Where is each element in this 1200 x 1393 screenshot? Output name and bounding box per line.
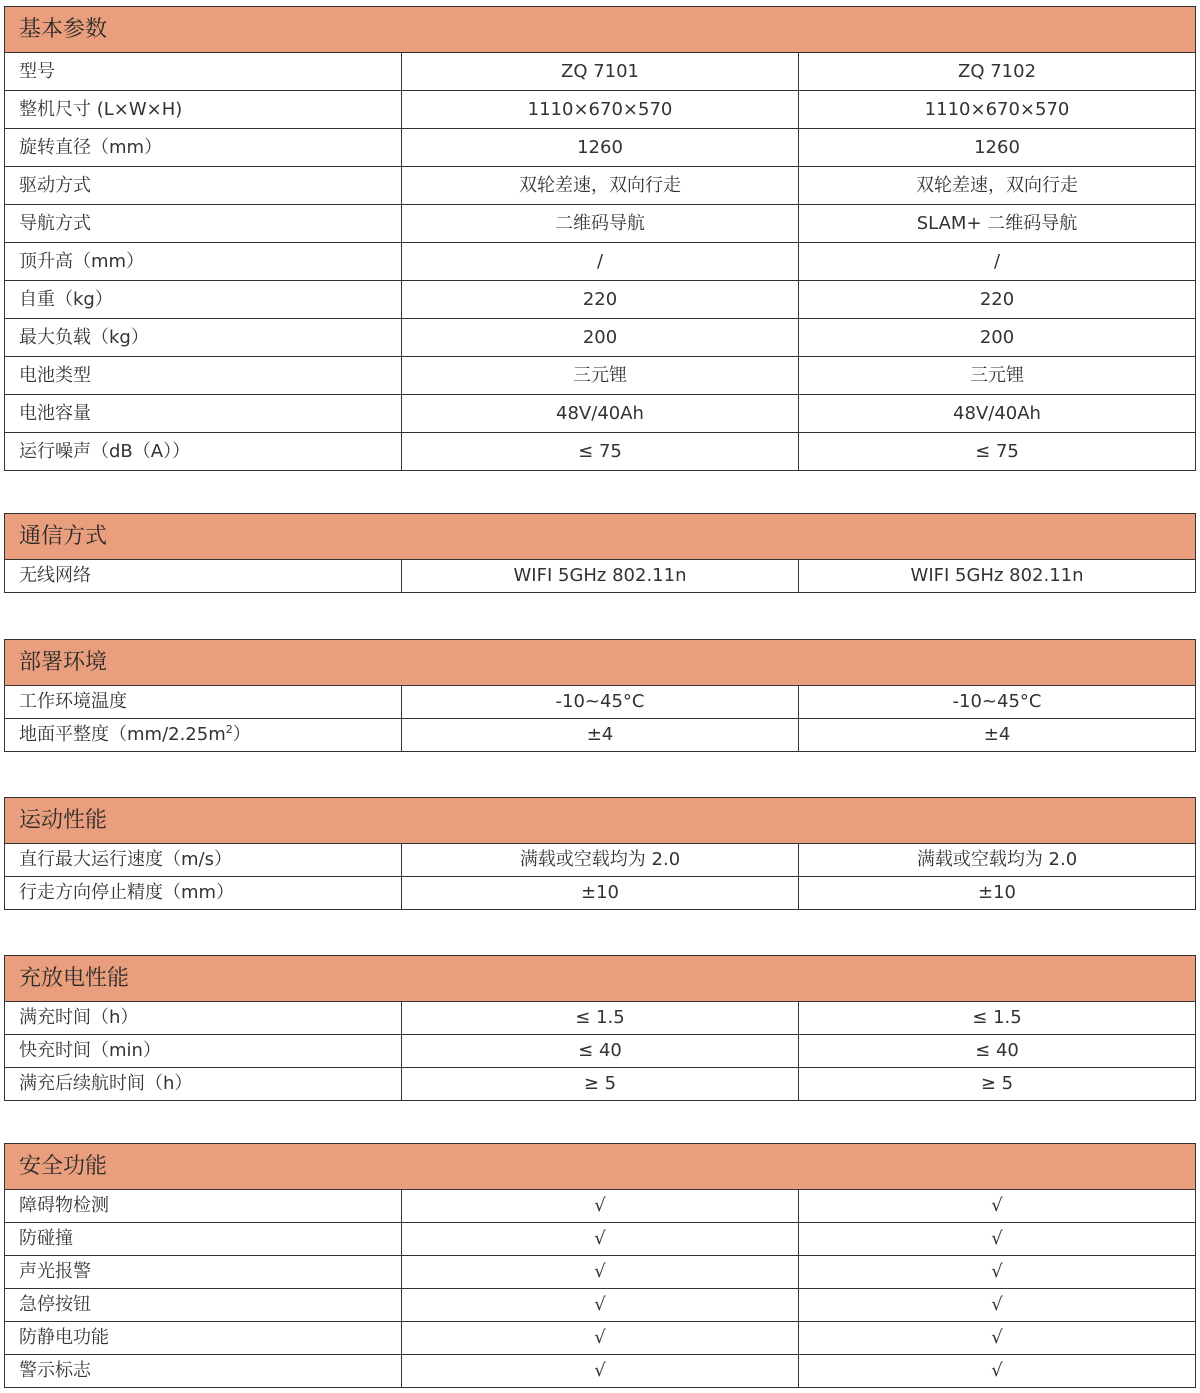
- row-label: 电池容量: [5, 395, 402, 433]
- table-row: [5, 560, 1196, 593]
- row-value-zq7102: WIFI 5GHz 802.11n: [799, 560, 1196, 593]
- table-row: [5, 844, 1196, 877]
- row-label: 防静电功能: [5, 1322, 402, 1355]
- table-row: [5, 1190, 1196, 1223]
- row-value-zq7102: 三元锂: [799, 357, 1196, 395]
- row-label: [5, 719, 402, 752]
- check-mark-icon: √: [402, 1223, 799, 1256]
- row-value-zq7101: ≤ 1.5: [402, 1002, 799, 1035]
- row-value-zq7101: 双轮差速，双向行走: [402, 167, 799, 205]
- row-value-zq7101: 1260: [402, 129, 799, 167]
- section-title: 部署环境: [5, 640, 1196, 686]
- spec-table-charging: [4, 955, 1196, 1101]
- row-label-text: 地面平整度（mm/2.25m: [19, 724, 226, 745]
- row-label: 行走方向停止精度（mm）: [5, 877, 402, 910]
- table-row: [5, 1223, 1196, 1256]
- row-label: 运行噪声（dB（A））: [5, 433, 402, 471]
- row-label: 自重（kg）: [5, 281, 402, 319]
- row-value-zq7101: 1110×670×570: [402, 91, 799, 129]
- table-row: [5, 1289, 1196, 1322]
- row-value-zq7101: WIFI 5GHz 802.11n: [402, 560, 799, 593]
- table-row: [5, 877, 1196, 910]
- section-header: [5, 514, 1196, 560]
- row-value-zq7101: /: [402, 243, 799, 281]
- check-mark-icon: √: [799, 1322, 1196, 1355]
- section-title: 基本参数: [5, 7, 1196, 53]
- table-row: [5, 1256, 1196, 1289]
- section-header: [5, 798, 1196, 844]
- row-value-zq7102: ±10: [799, 877, 1196, 910]
- row-value-zq7102: ≤ 40: [799, 1035, 1196, 1068]
- row-value-zq7101: 220: [402, 281, 799, 319]
- check-mark-icon: √: [402, 1256, 799, 1289]
- table-row: [5, 1068, 1196, 1101]
- row-value-zq7102: ≥ 5: [799, 1068, 1196, 1101]
- table-row: [5, 357, 1196, 395]
- row-label: 急停按钮: [5, 1289, 402, 1322]
- table-row: [5, 1035, 1196, 1068]
- row-value-zq7102: 48V/40Ah: [799, 395, 1196, 433]
- row-label: 障碍物检测: [5, 1190, 402, 1223]
- row-value-zq7102: ±4: [799, 719, 1196, 752]
- row-label: 防碰撞: [5, 1223, 402, 1256]
- table-row: [5, 281, 1196, 319]
- check-mark-icon: √: [402, 1289, 799, 1322]
- row-value-zq7101: 200: [402, 319, 799, 357]
- row-label: 直行最大运行速度（m/s）: [5, 844, 402, 877]
- row-label: 型号: [5, 53, 402, 91]
- row-value-zq7101: ≥ 5: [402, 1068, 799, 1101]
- row-label: 工作环境温度: [5, 686, 402, 719]
- row-value-zq7101: 三元锂: [402, 357, 799, 395]
- table-row: [5, 395, 1196, 433]
- row-label: 整机尺寸 (L×W×H): [5, 91, 402, 129]
- spec-table-deployment: [4, 639, 1196, 752]
- table-row: [5, 205, 1196, 243]
- row-value-zq7102: /: [799, 243, 1196, 281]
- row-value-zq7102: ≤ 75: [799, 433, 1196, 471]
- row-value-zq7101: 48V/40Ah: [402, 395, 799, 433]
- row-value-zq7102: SLAM+ 二维码导航: [799, 205, 1196, 243]
- spec-table-motion: [4, 797, 1196, 910]
- table-row: [5, 129, 1196, 167]
- table-row: [5, 319, 1196, 357]
- row-value-zq7102: 双轮差速，双向行走: [799, 167, 1196, 205]
- row-label: 警示标志: [5, 1355, 402, 1388]
- section-header: [5, 640, 1196, 686]
- row-value-zq7102: ≤ 1.5: [799, 1002, 1196, 1035]
- row-value-zq7102: ZQ 7102: [799, 53, 1196, 91]
- spec-table-communication: [4, 513, 1196, 593]
- row-label: 顶升高（mm）: [5, 243, 402, 281]
- section-title: 运动性能: [5, 798, 1196, 844]
- section-header: [5, 956, 1196, 1002]
- row-label: 满充时间（h）: [5, 1002, 402, 1035]
- table-row: [5, 53, 1196, 91]
- table-row: [5, 719, 1196, 752]
- row-value-zq7101: ZQ 7101: [402, 53, 799, 91]
- row-value-zq7102: 220: [799, 281, 1196, 319]
- table-row: [5, 433, 1196, 471]
- row-label: 最大负载（kg）: [5, 319, 402, 357]
- section-title: 充放电性能: [5, 956, 1196, 1002]
- check-mark-icon: √: [402, 1355, 799, 1388]
- row-label: 声光报警: [5, 1256, 402, 1289]
- table-row: [5, 686, 1196, 719]
- row-value-zq7102: 200: [799, 319, 1196, 357]
- section-title: 通信方式: [5, 514, 1196, 560]
- check-mark-icon: √: [402, 1322, 799, 1355]
- section-title: 安全功能: [5, 1144, 1196, 1190]
- row-value-zq7101: 满载或空载均为 2.0: [402, 844, 799, 877]
- row-label: 旋转直径（mm）: [5, 129, 402, 167]
- row-value-zq7101: 二维码导航: [402, 205, 799, 243]
- check-mark-icon: √: [799, 1355, 1196, 1388]
- spec-table-basic: [4, 6, 1196, 471]
- row-label-tail: ）: [232, 724, 251, 745]
- row-label: 快充时间（min）: [5, 1035, 402, 1068]
- row-label: 无线网络: [5, 560, 402, 593]
- row-value-zq7102: 1260: [799, 129, 1196, 167]
- section-header: [5, 1144, 1196, 1190]
- row-label: 驱动方式: [5, 167, 402, 205]
- row-value-zq7101: ≤ 40: [402, 1035, 799, 1068]
- spec-table-safety: [4, 1143, 1196, 1388]
- row-value-zq7101: -10~45°C: [402, 686, 799, 719]
- check-mark-icon: √: [402, 1190, 799, 1223]
- table-row: [5, 91, 1196, 129]
- check-mark-icon: √: [799, 1223, 1196, 1256]
- table-row: [5, 243, 1196, 281]
- row-label-superscript: 2: [225, 723, 233, 736]
- row-value-zq7102: 1110×670×570: [799, 91, 1196, 129]
- row-value-zq7102: 满载或空载均为 2.0: [799, 844, 1196, 877]
- section-header: [5, 7, 1196, 53]
- row-value-zq7102: -10~45°C: [799, 686, 1196, 719]
- check-mark-icon: √: [799, 1289, 1196, 1322]
- table-row: [5, 1355, 1196, 1388]
- row-value-zq7101: ±10: [402, 877, 799, 910]
- row-label: 电池类型: [5, 357, 402, 395]
- table-row: [5, 1002, 1196, 1035]
- row-value-zq7101: ≤ 75: [402, 433, 799, 471]
- table-row: [5, 167, 1196, 205]
- row-label: 满充后续航时间（h）: [5, 1068, 402, 1101]
- row-value-zq7101: ±4: [402, 719, 799, 752]
- row-label: 导航方式: [5, 205, 402, 243]
- check-mark-icon: √: [799, 1256, 1196, 1289]
- check-mark-icon: √: [799, 1190, 1196, 1223]
- table-row: [5, 1322, 1196, 1355]
